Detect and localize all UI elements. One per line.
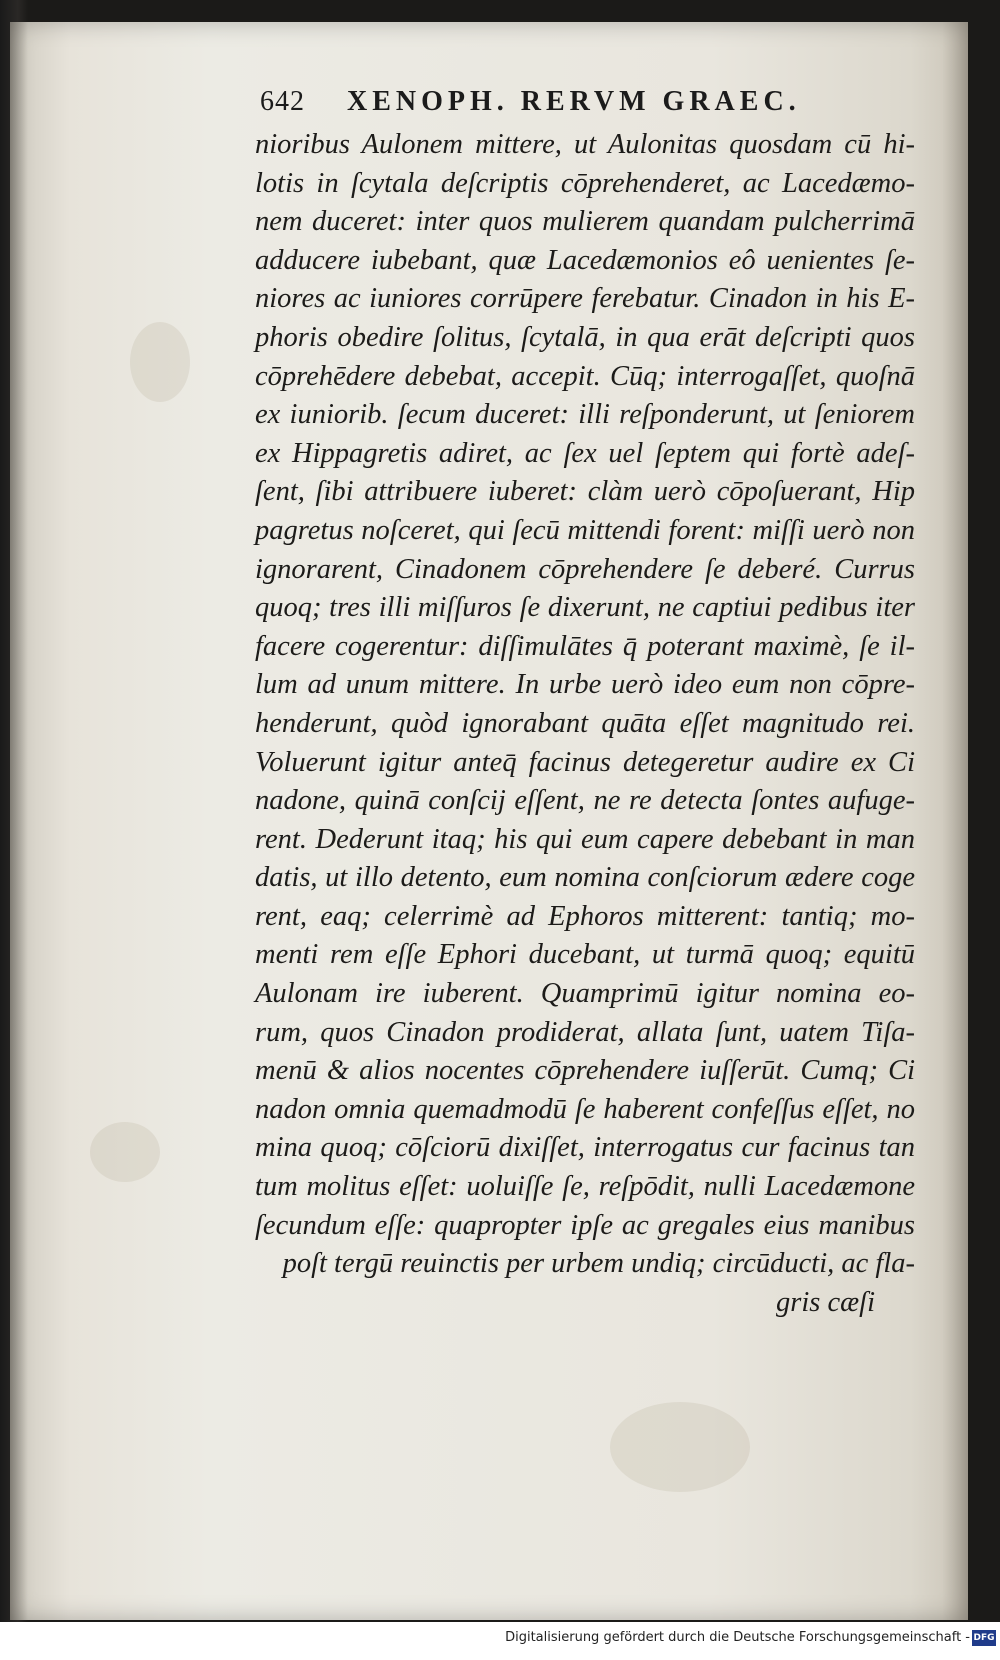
text-line: menū & alios nocentes cōprehendere iuſſerūt. Cumq; Ci: [255, 1055, 915, 1087]
text-line: Voluerunt igitur anteq̄ facinus detegeretur audire ex Ci: [255, 746, 915, 778]
text-line: henderunt, quòd ignorabant quāta eſſet magnitudo rei.: [255, 707, 915, 739]
text-line: adducere iubebant, quæ Lacedæmonios eô uenientes ſe-: [255, 244, 915, 276]
text-line: ſecundum eſſe: quapropter ipſe ac gregales eius manibus: [255, 1209, 915, 1241]
text-line: nioribus Aulonem mittere, ut Aulonitas quosdam cū hi-: [255, 129, 915, 160]
text-line: nadone, quinā conſcij eſſent, ne re detecta ſontes aufuge-: [255, 785, 915, 817]
text-line: rent. Dederunt itaq; his qui eum capere debebant in man: [255, 823, 915, 855]
text-line: mina quoq; cōſciorū dixiſſet, interrogatus cur facinus tan: [255, 1132, 915, 1164]
text-line: lotis in ſcytala deſcriptis cōprehenderet, ac Lacedæmo-: [255, 167, 915, 199]
footer-credit: Digitalisierung gefördert durch die Deutsche Forschungsgemeinschaft -: [505, 1630, 970, 1645]
dfg-logo: DFG: [972, 1630, 996, 1646]
page-gutter-shadow: [10, 22, 28, 1620]
page-header: [260, 86, 860, 122]
text-line: rum, quos Cinadon prodiderat, allata ſunt, uatem Tiſa-: [255, 1016, 915, 1048]
text-line: cōprehēdere debebat, accepit. Cūq; interrogaſſet, quoſnā: [255, 360, 915, 392]
paper-stain: [610, 1402, 750, 1492]
text-line: niores ac iuniores corrūpere ferebatur. Cinadon in his E-: [255, 283, 915, 315]
catchword: gris cæſi: [776, 1286, 875, 1318]
text-line: quoq; tres illi miſſuros ſe dixerunt, ne captiui pedibus iter: [255, 592, 915, 624]
text-line: menti rem eſſe Ephori ducebant, ut turmā quoq; equitū: [255, 939, 915, 971]
text-line: datis, ut illo detento, eum nomina conſciorum ædere coge: [255, 862, 915, 894]
text-line: nadon omnia quemadmodū ſe haberent confeſſus eſſet, no: [255, 1093, 915, 1125]
main-text: [255, 126, 915, 1322]
text-line: lum ad unum mittere. In urbe uerò ideo eum non cōpre-: [255, 669, 915, 701]
paper-stain: [90, 1122, 160, 1182]
text-line: rent, eaq; celerrimè ad Ephoros mitterent: tantiq; mo-: [255, 900, 915, 932]
text-line: pagretus noſceret, qui ſecū mittendi forent: miſſi uerò non: [255, 514, 915, 546]
running-title: XENOPH. RERVM GRAEC.: [347, 86, 801, 117]
text-line: poſt tergū reuinctis per urbem undiq; circūducti, ac fla-: [282, 1248, 915, 1280]
paper-stain: [130, 322, 190, 402]
text-line: ex Hippagretis adiret, ac ſex uel ſeptem qui fortè adeſ-: [255, 437, 915, 469]
page-edge-shadow: [942, 22, 968, 1620]
text-line: tum molitus eſſet: uoluiſſe ſe, reſpōdit, nulli Lacedæmone: [255, 1171, 915, 1203]
text-line: Aulonam ire iuberent. Quamprimū igitur nomina eo-: [255, 978, 915, 1010]
text-line: facere cogerentur: diſſimulātes q̄ poterant maximè, ſe il-: [255, 630, 915, 662]
text-line: nem duceret: inter quos mulierem quandam pulcherrimā: [255, 206, 915, 238]
text-line: phoris obedire ſolitus, ſcytalā, in qua erāt deſcripti quos: [255, 321, 915, 353]
text-line: ignorarent, Cinadonem cōprehendere ſe deberé. Currus: [255, 553, 915, 585]
text-line: ſent, ſibi attribuere iuberet: clàm uerò cōpoſuerant, Hip: [255, 476, 915, 508]
digitization-footer: [0, 1622, 1000, 1660]
text-line: ex iuniorib. ſecum duceret: illi reſponderunt, ut ſeniorem: [255, 399, 915, 431]
page-number: 642: [260, 86, 305, 117]
